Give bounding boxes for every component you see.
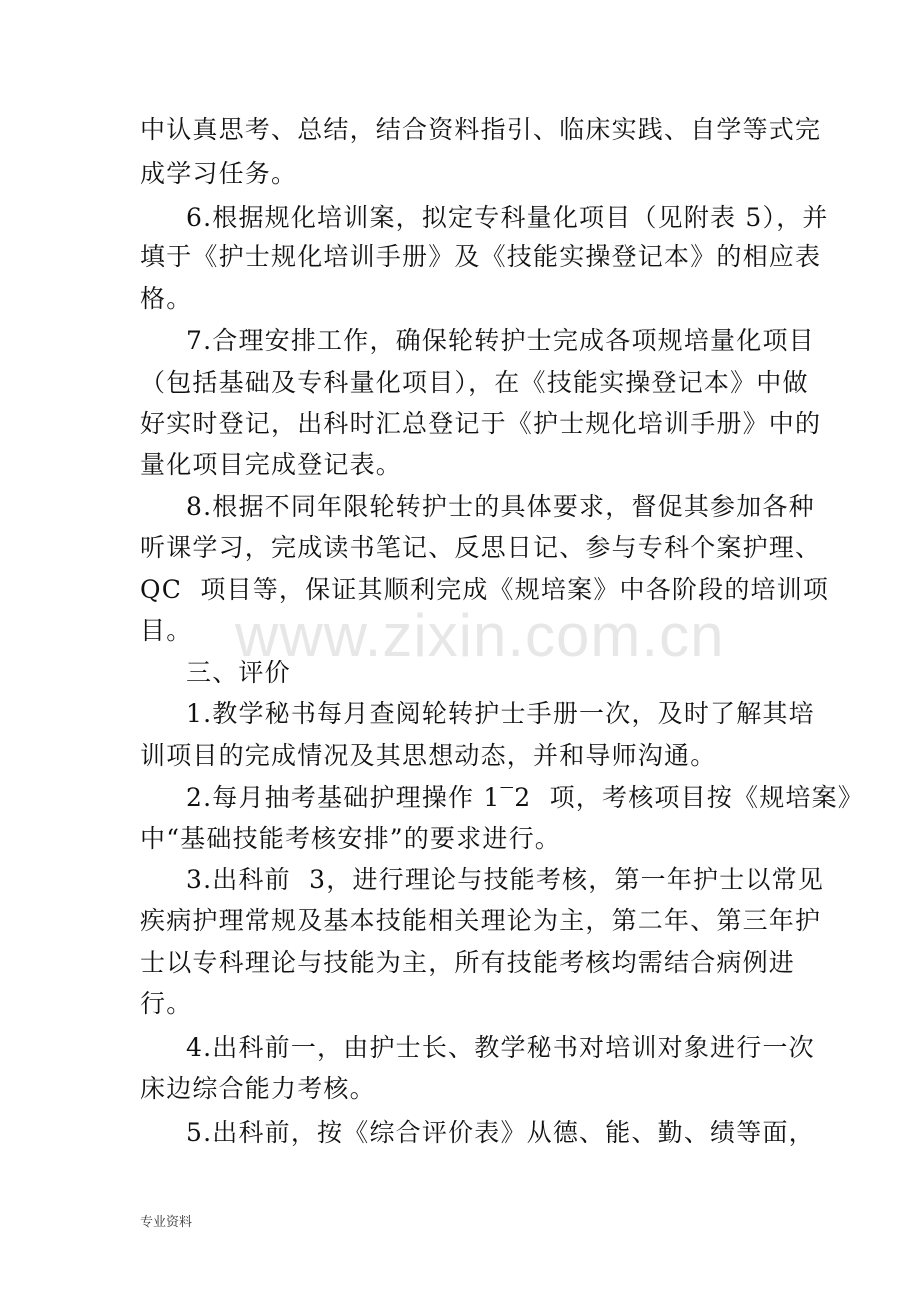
text-line: 成学习任务。 xyxy=(140,159,298,188)
text-line: 行。 xyxy=(140,989,193,1018)
text-line: 6.根据规化培训案，拟定专科量化项目（见附表 5），并 xyxy=(186,203,829,232)
text-line: 中“基础技能考核安排”的要求进行。 xyxy=(140,824,561,853)
text-line: 8.根据不同年限轮转护士的具体要求，督促其参加各种 xyxy=(186,492,815,521)
text-line: 填于《护士规化培训手册》及《技能实操登记本》的相应表 xyxy=(140,242,822,271)
watermark: www.zixin.com.cn xyxy=(235,602,725,669)
text-line: 7.合理安排工作，确保轮转护士完成各项规培量化项目 xyxy=(186,326,815,355)
text-line: 疾病护理常规及基本技能相关理论为主，第二年、第三年护 xyxy=(140,906,822,935)
text-line: 目。 xyxy=(140,616,193,645)
text-line: 中认真思考、总结，结合资料指引、临床实践、自学等式完 xyxy=(140,115,822,144)
text-line: 3.出科前 3，进行理论与技能考核，第一年护士以常见 xyxy=(186,865,825,894)
text-line: 1.教学秘书每月查阅轮转护士手册一次，及时了解其培 xyxy=(186,699,815,728)
text-line: 格。 xyxy=(140,284,193,313)
text-line: （包括基础及专科量化项目），在《技能实操登记本》中做 xyxy=(140,368,809,397)
section-heading: 三、评价 xyxy=(186,658,291,687)
page-footer: 专业资料 xyxy=(140,1215,193,1230)
text-line: 听课学习，完成读书笔记、反思日记、参与专科个案护理、 xyxy=(140,533,822,562)
text-line: 4.出科前一，由护士长、教学秘书对培训对象进行一次 xyxy=(186,1033,815,1062)
text-line: 好实时登记，出科时汇总登记于《护士规化培训手册》中的 xyxy=(140,409,822,438)
text-line: QC 项目等，保证其顺利完成《规培案》中各阶段的培训项 xyxy=(140,575,830,604)
text-line: 训项目的完成情况及其思想动态，并和导师沟通。 xyxy=(140,741,717,770)
text-line: 量化项目完成登记表。 xyxy=(140,450,403,479)
text-line: 5.出科前，按《综合评价表》从德、能、勤、绩等面， xyxy=(186,1118,815,1147)
text-line: 床边综合能力考核。 xyxy=(140,1074,376,1103)
text-line: 2.每月抽考基础护理操作 1‾2 项，考核项目按《规培案》 xyxy=(186,783,865,812)
text-line: 士以专科理论与技能为主，所有技能考核均需结合病例进 xyxy=(140,948,796,977)
